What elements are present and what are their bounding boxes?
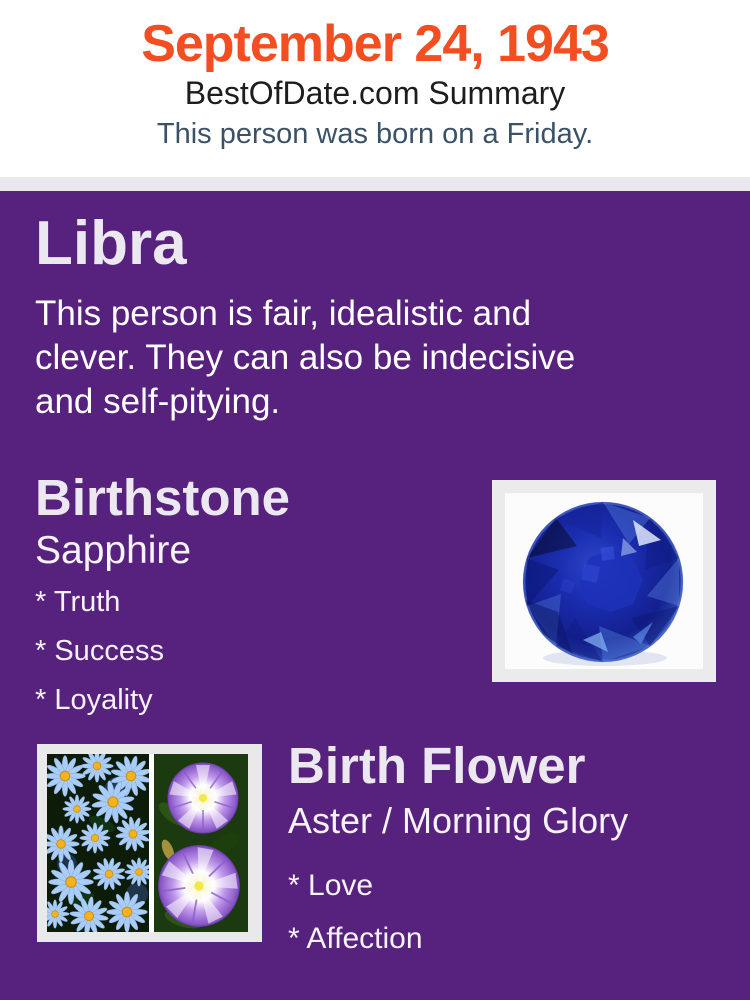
birth-flower-section (288, 738, 628, 955)
birthstone-trait: * Success (35, 634, 164, 667)
site-summary-title: BestOfDate.com Summary (184, 75, 566, 112)
birth-flower-title: Birth Flower (288, 737, 586, 794)
zodiac-description: This person is fair, idealistic and clever. They can also be indecisive and self-pitying. (35, 294, 576, 421)
sapphire-image (492, 480, 716, 682)
born-day-note: This person was born on a Friday. (156, 118, 594, 151)
sapphire-gem-graphic (492, 480, 716, 682)
birth-flower-trait: * Love (288, 869, 374, 903)
birth-flower-name: Aster / Morning Glory (288, 800, 629, 842)
birth-flower-image (37, 744, 262, 942)
birthstone-section (35, 470, 290, 717)
header (0, 0, 750, 177)
birthstone-trait: * Truth (35, 585, 121, 618)
birthstone-name: Sapphire (35, 529, 192, 573)
birthstone-trait: * Loyality (35, 683, 153, 716)
birthstone-title: Birthstone (35, 469, 290, 526)
zodiac-name: Libra (35, 209, 187, 278)
morning-glory-photo (154, 754, 248, 932)
aster-flowers-photo (47, 754, 149, 932)
date-title: September 24, 1943 (141, 15, 609, 73)
zodiac-section (35, 210, 580, 423)
header-divider (0, 177, 750, 191)
birth-flower-trait: * Affection (288, 922, 423, 956)
